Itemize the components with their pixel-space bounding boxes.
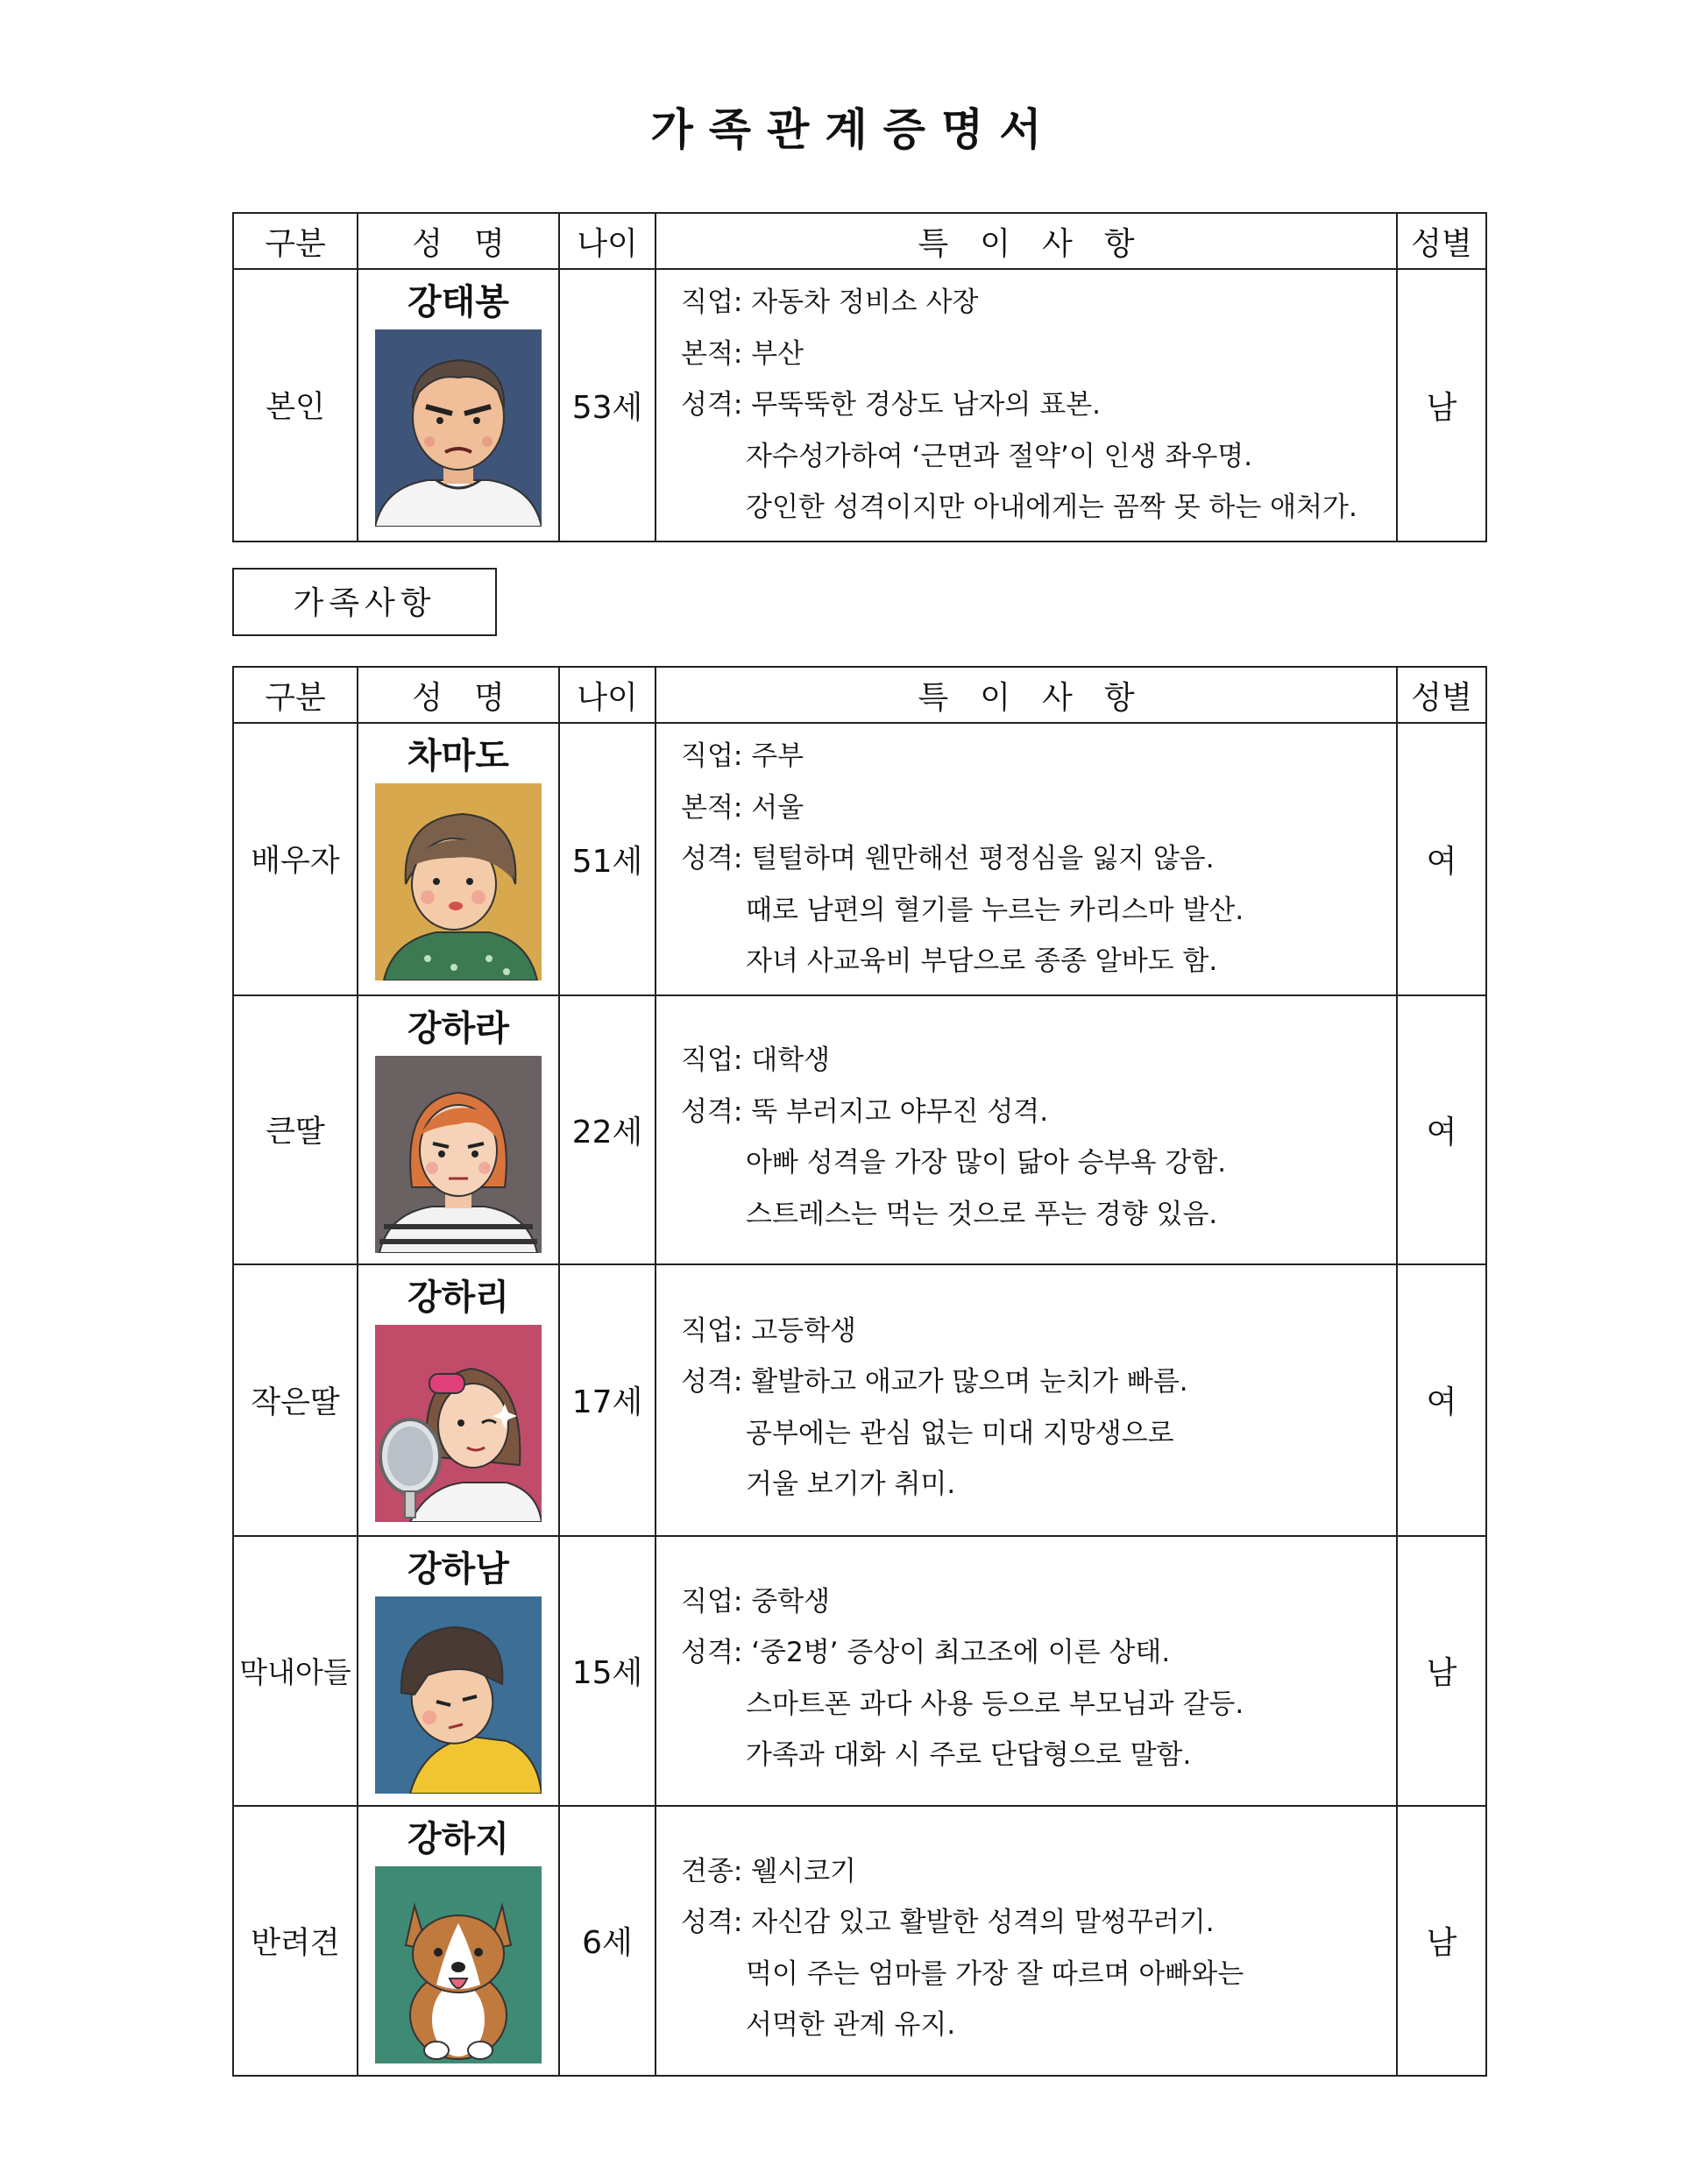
header-age: 나이 bbox=[559, 667, 656, 723]
name-cell bbox=[358, 1536, 559, 1806]
notes-cell bbox=[656, 723, 1397, 995]
note-line: 본적: 서울 bbox=[681, 791, 804, 824]
note-line: 성격: 무뚝뚝한 경상도 남자의 표본. bbox=[681, 389, 1101, 421]
angry-man-portrait-icon bbox=[375, 329, 542, 527]
note-line: 직업: 대학생 bbox=[681, 1044, 831, 1076]
note-line: 직업: 중학생 bbox=[681, 1585, 831, 1617]
note-line: 견종: 웰시코기 bbox=[681, 1855, 856, 1887]
table-row bbox=[233, 1536, 1486, 1806]
note-line: 강인한 성격이지만 아내에게는 꼼짝 못 하는 애처가. bbox=[746, 492, 1357, 523]
row-sex: 남 bbox=[1397, 269, 1486, 541]
row-age: 51세 bbox=[559, 723, 656, 995]
name-cell bbox=[358, 1264, 559, 1536]
header-row bbox=[233, 667, 1486, 723]
row-age: 15세 bbox=[559, 1536, 656, 1806]
family-section-label: 가족사항 bbox=[232, 568, 497, 636]
note-line: 때로 남편의 혈기를 누르는 카리스마 발산. bbox=[746, 894, 1244, 926]
note-line: 먹이 주는 엄마를 가장 잘 따르며 아빠와는 bbox=[746, 1957, 1244, 1990]
header-sex: 성별 bbox=[1397, 213, 1486, 269]
self-table bbox=[232, 212, 1487, 542]
person-name: 강하남 bbox=[408, 1548, 509, 1589]
note-line: 성격: 자신감 있고 활발한 성격의 말썽꾸러기. bbox=[681, 1907, 1215, 1938]
row-category: 배우자 bbox=[233, 723, 358, 995]
header-name: 성 명 bbox=[358, 667, 559, 723]
header-notes: 특 이 사 항 bbox=[656, 667, 1397, 723]
row-sex: 남 bbox=[1397, 1536, 1486, 1806]
header-age: 나이 bbox=[559, 213, 656, 269]
header-row bbox=[233, 213, 1486, 269]
boy-bowl-cut-portrait-icon bbox=[375, 1596, 542, 1794]
row-age: 22세 bbox=[559, 995, 656, 1264]
corgi-dog-portrait-icon bbox=[375, 1866, 542, 2063]
note-line: 직업: 자동차 정비소 사장 bbox=[681, 287, 979, 318]
document-title: 가족관계증명서 bbox=[650, 104, 1058, 155]
header-name: 성 명 bbox=[358, 213, 559, 269]
header-category: 구분 bbox=[233, 667, 358, 723]
row-age: 17세 bbox=[559, 1264, 656, 1536]
note-line: 성격: 털털하며 웬만해선 평정심을 잃지 않음. bbox=[681, 843, 1215, 874]
row-sex: 여 bbox=[1397, 1264, 1486, 1536]
note-line: 직업: 고등학생 bbox=[681, 1314, 856, 1347]
note-line: 자수성가하여 ‘근면과 절약’이 인생 좌우명. bbox=[746, 440, 1253, 472]
table-row bbox=[233, 723, 1486, 995]
family-table bbox=[232, 666, 1487, 2077]
person-name: 강하리 bbox=[408, 1277, 509, 1318]
note-line: 성격: 뚝 부러지고 야무진 성격. bbox=[681, 1095, 1049, 1128]
person-name: 강하지 bbox=[408, 1818, 509, 1859]
row-category: 큰딸 bbox=[233, 995, 358, 1264]
header-notes: 특 이 사 항 bbox=[656, 213, 1397, 269]
row-category: 본인 bbox=[233, 269, 358, 541]
note-line: 성격: ‘중2병’ 증상이 최고조에 이른 상태. bbox=[681, 1637, 1171, 1668]
name-cell bbox=[358, 1806, 559, 2076]
note-line: 본적: 부산 bbox=[681, 337, 804, 370]
note-line: 가족과 대화 시 주로 단답형으로 말함. bbox=[746, 1739, 1192, 1771]
girl-with-mirror-portrait-icon bbox=[375, 1325, 542, 1522]
person-name: 차마도 bbox=[408, 736, 509, 776]
note-line: 직업: 주부 bbox=[681, 740, 804, 772]
name-cell bbox=[358, 269, 559, 541]
young-woman-portrait-icon bbox=[375, 1056, 542, 1253]
note-line: 자녀 사교육비 부담으로 종종 알바도 함. bbox=[746, 945, 1218, 977]
notes-cell bbox=[656, 269, 1397, 541]
table-row bbox=[233, 1806, 1486, 2076]
note-line: 서먹한 관계 유지. bbox=[746, 2009, 956, 2041]
table-row bbox=[233, 269, 1486, 541]
header-category: 구분 bbox=[233, 213, 358, 269]
header-sex: 성별 bbox=[1397, 667, 1486, 723]
row-age: 53세 bbox=[559, 269, 656, 541]
row-age: 6세 bbox=[559, 1806, 656, 2076]
person-name: 강하라 bbox=[408, 1008, 509, 1049]
notes-cell bbox=[656, 1806, 1397, 2076]
note-line: 공부에는 관심 없는 미대 지망생으로 bbox=[746, 1417, 1174, 1449]
notes-cell bbox=[656, 1264, 1397, 1536]
row-category: 반려견 bbox=[233, 1806, 358, 2076]
note-line: 거울 보기가 취미. bbox=[746, 1469, 956, 1500]
woman-bob-hair-portrait-icon bbox=[375, 783, 542, 980]
note-line: 아빠 성격을 가장 많이 닮아 승부욕 강함. bbox=[746, 1147, 1227, 1179]
row-category: 막내아들 bbox=[233, 1536, 358, 1806]
notes-cell bbox=[656, 995, 1397, 1264]
name-cell bbox=[358, 723, 559, 995]
note-line: 스트레스는 먹는 것으로 푸는 경향 있음. bbox=[746, 1198, 1218, 1230]
person-name: 강태봉 bbox=[408, 282, 509, 322]
row-category: 작은딸 bbox=[233, 1264, 358, 1536]
notes-cell bbox=[656, 1536, 1397, 1806]
row-sex: 남 bbox=[1397, 1806, 1486, 2076]
table-row bbox=[233, 1264, 1486, 1536]
name-cell bbox=[358, 995, 559, 1264]
row-sex: 여 bbox=[1397, 723, 1486, 995]
table-row bbox=[233, 995, 1486, 1264]
note-line: 성격: 활발하고 애교가 많으며 눈치가 빠름. bbox=[681, 1366, 1188, 1398]
note-line: 스마트폰 과다 사용 등으로 부모님과 갈등. bbox=[746, 1688, 1244, 1720]
row-sex: 여 bbox=[1397, 995, 1486, 1264]
